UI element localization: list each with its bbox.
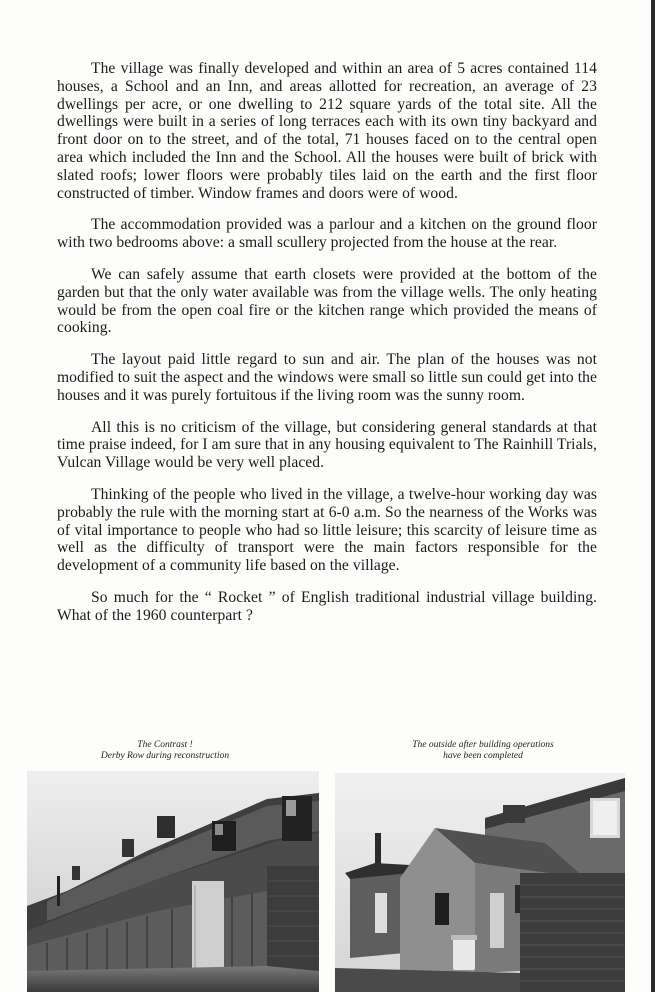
paragraph-2: The accommodation provided was a parlour and a kitchen on the ground floor with two bedrooms above: a small scullery projected from the house at the rear. xyxy=(57,216,597,252)
paragraph-3: We can safely assume that earth closets were provided at the bottom of the garden but that the only water available was from the village wells. The only heating would be from the open coal fire or the kitchen range which provided the means of cooking. xyxy=(57,265,597,337)
caption-right-line-2: have been completed xyxy=(443,750,523,761)
paragraph-6: Thinking of the people who lived in the village, a twelve-hour working day was probably the rule with the morning start at 6-0 a.m. So the nearness of the Works was of vital importance to people who had so little leisure; this scarcity of leisure time as well as the difficulty of transport were the main factors responsible for the development of a community life based on the village. xyxy=(57,485,597,575)
photo-completed-buildings xyxy=(335,773,625,992)
photo-right-illustration xyxy=(335,773,625,992)
caption-left-line-2: Derby Row during reconstruction xyxy=(100,750,230,761)
paragraph-7: So much for the “ Rocket ” of English traditional industrial village building. What of the 1960 counterpart ? xyxy=(57,588,597,624)
paragraph-4: The layout paid little regard to sun and air. The plan of the houses was not modified to suit the aspect and the windows were small so little sun could get into the houses and it was purely fortuitous if the living room was the sunny room. xyxy=(57,351,597,404)
body-text xyxy=(57,60,597,639)
paragraph-1: The village was finally developed and within an area of 5 acres contained 114 houses, a School and an Inn, and areas allotted for recreation, an average of 23 dwellings per acre, or one dwelling to 212 square yards of the total site. All the dwellings were built in a series of long terraces each with its own tiny backyard and front door on to the street, and of the total, 71 houses faced on to the central open area which included the Inn and the School. All the houses were built of brick with slated roofs; lower floors were probably tiles laid on the earth and the first floor constructed of timber. Window frames and doors were of wood. xyxy=(57,60,597,202)
paragraph-5: All this is no criticism of the village, but considering general standards at that time praise indeed, for I am sure that in any housing equivalent to The Rainhill Trials, Vulcan Village would be very well placed. xyxy=(57,418,597,472)
photo-derby-row-reconstruction xyxy=(27,771,319,992)
caption-left-line-1: The Contrast ! xyxy=(137,740,193,750)
page-edge-shadow xyxy=(651,0,655,992)
photo-left-illustration xyxy=(27,771,319,992)
caption-left xyxy=(60,740,270,761)
caption-right xyxy=(368,740,598,761)
caption-right-line-1: The outside after building operations xyxy=(412,740,554,750)
